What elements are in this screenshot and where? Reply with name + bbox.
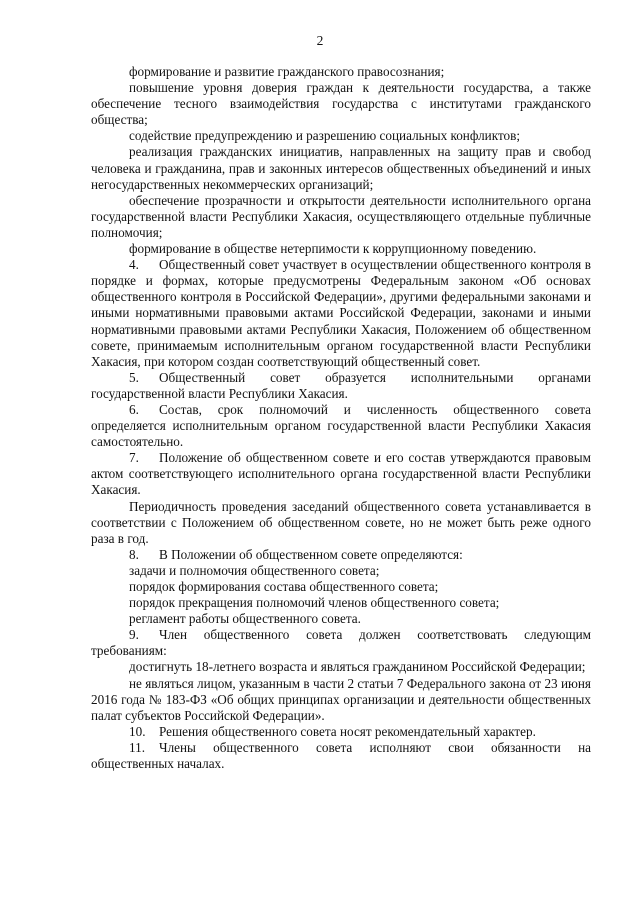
- paragraph-text: Члены общественного совета исполняют свои обязанности на общественных началах.: [91, 739, 591, 772]
- paragraph-text: Общественный совет участвует в осуществлении общественного контроля в порядке и формах, которые предусмотрены Федеральным законом «Об основах общественного контроля в Российской Федерации», другими федеральными законами и иными нормативными правовыми актами Российской Федерации, законами и иными нормативными правовыми актами Республики Хакасия, Положением об общественном совете, принимаемым исполнительным органом государственной власти Республики Хакасия, при котором создан соответствующий общественный совет.: [91, 257, 591, 369]
- paragraph-text: В Положении об общественном совете определяются:: [159, 546, 463, 562]
- paragraph: реализация гражданских инициатив, направленных на защиту прав и свобод человека и гражданина, прав и законных интересов общественных объединений и иных негосударственных некоммерческих организаций;: [91, 144, 591, 192]
- paragraph-text: Положение об общественном совете и его состав утверждаются правовым актом соответствующего исполнительного органа государственной власти Республики Хакасия.: [91, 450, 591, 498]
- paragraph-text: Общественный совет образуется исполнительными органами государственной власти Республики Хакасия.: [91, 369, 591, 401]
- item-number: 11.: [129, 739, 145, 755]
- paragraph: порядок прекращения полномочий членов общественного совета;: [129, 595, 500, 611]
- item-number: 6.: [129, 401, 139, 417]
- numbered-paragraph: [91, 370, 591, 402]
- item-number: 10.: [129, 723, 146, 739]
- paragraph: обеспечение прозрачности и открытости деятельности исполнительного органа государственной власти Республики Хакасия, осуществляющего отдельные публичные полномочия;: [91, 192, 591, 240]
- numbered-paragraph: [91, 724, 591, 740]
- item-number: 9.: [129, 627, 139, 643]
- paragraph: достигнуть 18-летнего возраста и являться гражданином Российской Федерации;: [129, 659, 586, 675]
- paragraph: содействие предупреждению и разрешению социальных конфликтов;: [129, 128, 521, 144]
- numbered-paragraph: [91, 627, 591, 659]
- numbered-paragraph: [91, 402, 591, 450]
- paragraph: задачи и полномочия общественного совета;: [129, 562, 380, 578]
- page-number: 2: [316, 33, 324, 48]
- paragraph: регламент работы общественного совета.: [129, 611, 361, 627]
- item-number: 8.: [129, 546, 139, 562]
- paragraph-text: Член общественного совета должен соответствовать следующим требованиям:: [91, 627, 591, 659]
- paragraph: повышение уровня доверия граждан к деятельности государства, а также обеспечение тесного взаимодействия государства с институтами гражданского общества;: [91, 80, 591, 128]
- item-number: 7.: [129, 450, 139, 466]
- paragraph: не являться лицом, указанным в части 2 статьи 7 Федерального закона от 23 июня 2016 года № 183-ФЗ «Об общих принципах организации и деятельности общественных палат субъектов Российской Федерации».: [91, 675, 591, 723]
- document-body: [91, 64, 591, 772]
- paragraph-text: Решения общественного совета носят рекомендательный характер.: [159, 723, 536, 739]
- numbered-paragraph: [91, 547, 591, 563]
- paragraph: формирование в обществе нетерпимости к коррупционному поведению.: [129, 241, 537, 257]
- numbered-paragraph: [91, 740, 591, 772]
- paragraph: Периодичность проведения заседаний общественного совета устанавливается в соответствии с Положением об общественном совете, но не может быть реже одного раза в год.: [91, 498, 591, 546]
- item-number: 5.: [129, 369, 139, 385]
- numbered-paragraph: [91, 257, 591, 370]
- item-number: 4.: [129, 257, 139, 273]
- paragraph-text: Состав, срок полномочий и численность общественного совета определяется исполнительным органом государственной власти Республики Хакасия самостоятельно.: [91, 401, 591, 450]
- numbered-paragraph: [91, 450, 591, 498]
- paragraph: формирование и развитие гражданского правосознания;: [129, 64, 445, 79]
- paragraph: порядок формирования состава общественного совета;: [129, 579, 439, 594]
